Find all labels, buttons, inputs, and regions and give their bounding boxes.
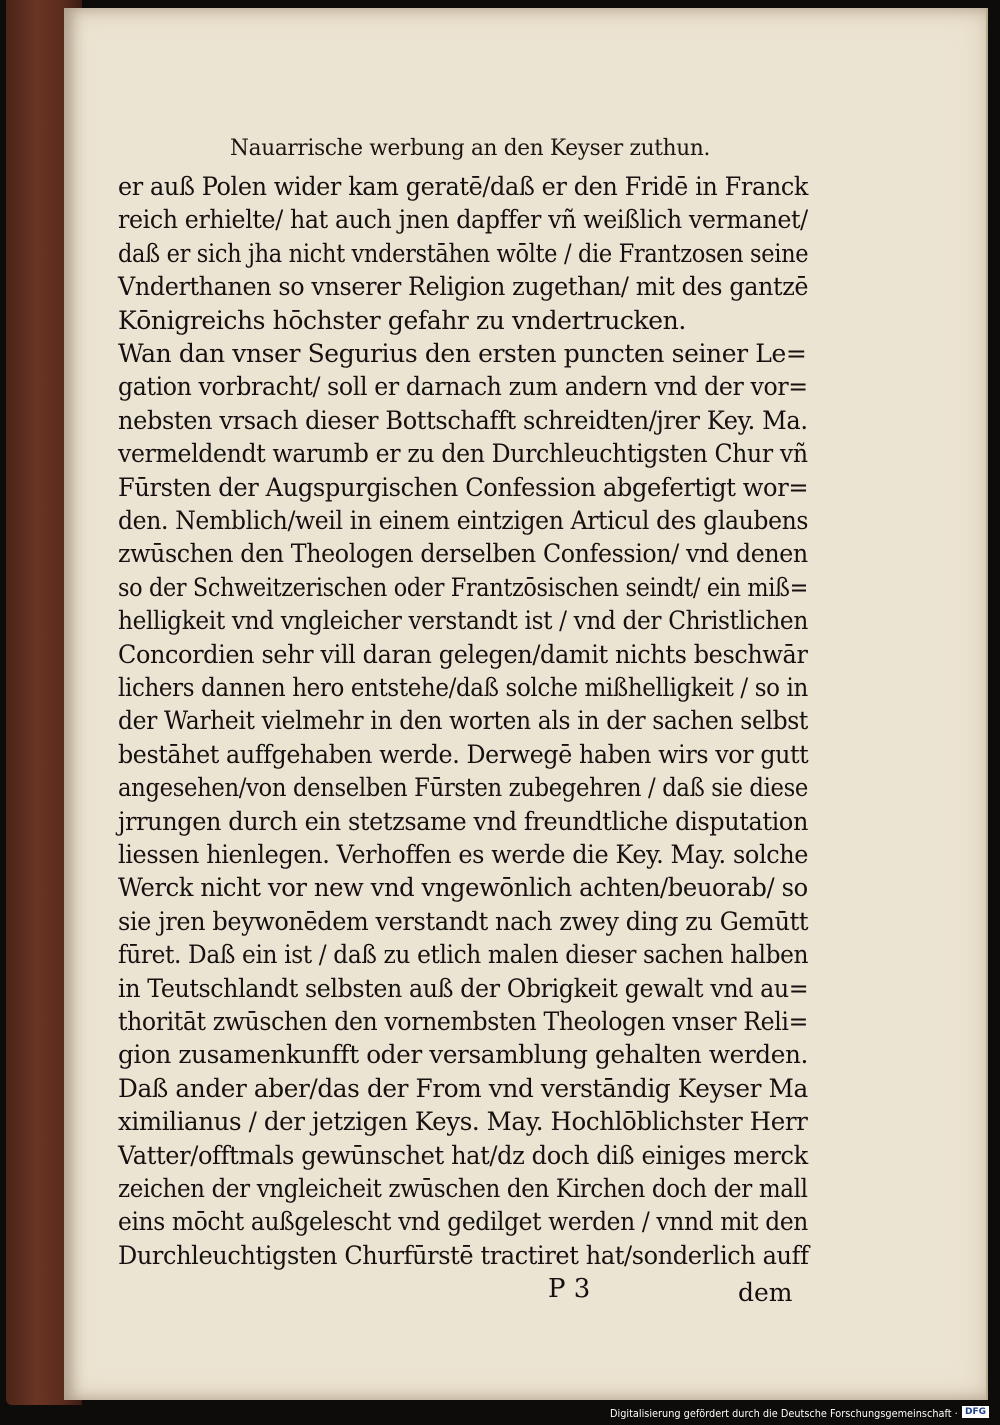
text-line: nebsten vrsach dieser Bottschafft schreidten/jrer Key. Ma. [118, 405, 808, 435]
signature-mark: P 3 [548, 1274, 591, 1304]
text-line: Concordien sehr vill daran gelegen/damit nichts beschwār [118, 639, 808, 669]
text-line: bestāhet auffgehaben werde. Derwegē haben wirs vor gutt [118, 739, 809, 769]
text-line: gation vorbracht/ soll er darnach zum andern vnd der vor= [118, 372, 808, 402]
text-line: Vnderthanen so vnserer Religion zugethan/ mit des gantzē [118, 272, 809, 302]
catchword: dem [738, 1278, 793, 1307]
text-line: fūret. Daß ein ist / daß zu etlich malen dieser sachen halben [118, 940, 809, 970]
text-line: lichers dannen hero entstehe/daß solche mißhelligkeit / so in [118, 673, 808, 702]
running-head: Nauarrische werbung an den Keyser zuthun. [230, 136, 711, 161]
text-line: angesehen/von denselben Fūrsten zubegehren / daß sie diese [118, 773, 808, 803]
text-line: Fūrsten der Augspurgischen Confession abgefertigt wor= [118, 472, 809, 502]
text-line: Werck nicht vor new vnd vngewōnlich achten/beuorab/ so [118, 873, 808, 903]
text-line: zwūschen den Theologen derselben Confession/ vnd denen [118, 539, 808, 569]
text-line: in Teutschlandt selbsten auß der Obrigkeit gewalt vnd au= [118, 973, 809, 1003]
text-line: sie jren beywonēdem verstandt nach zwey ding zu Gemūtt [118, 906, 809, 936]
text-line: Daß ander aber/das der From vnd verstāndig Keyser Ma [118, 1073, 808, 1103]
text-line: gion zusamenkunfft oder versamblung gehalten werden. [118, 1040, 808, 1070]
text-line: den. Nemblich/weil in einem eintzigen Articul des glaubens [118, 506, 809, 535]
text-line: Durchleuchtigsten Churfūrstē tractiret hat/sonderlich auff [118, 1240, 809, 1270]
text-line: jrrungen durch ein stetzsame vnd freundtliche disputation [118, 806, 809, 836]
text-line: vermeldendt warumb er zu den Durchleuchtigsten Chur vñ [118, 439, 808, 469]
text-line: liessen hienlegen. Verhoffen es werde die Key. May. solche [118, 840, 809, 869]
text-line: der Warheit vielmehr in den worten als in der sachen selbst [118, 706, 808, 736]
text-line: zeichen der vngleicheit zwūschen den Kirchen doch der mall [118, 1174, 808, 1203]
text-line: Wan dan vnser Segurius den ersten puncten seiner Le= [118, 339, 807, 368]
text-line: daß er sich jha nicht vnderstāhen wōlte / die Frantzosen seine [118, 238, 809, 268]
text-line: er auß Polen wider kam geratē/daß er den Fridē in Franck [118, 172, 808, 201]
text-line: reich erhielte/ hat auch jnen dapffer vñ weißlich vermanet/ [118, 205, 808, 235]
text-line: thoritāt zwūschen den vornembsten Theologen vnser Reli= [118, 1007, 808, 1036]
text-line: eins mōcht außgelescht vnd gedilget werden / vnnd mit den [118, 1207, 808, 1237]
text-line: helligkeit vnd vngleicher verstandt ist / vnd der Christlichen [118, 606, 808, 636]
dfg-logo: DFG [962, 1406, 989, 1418]
text-line: ximilianus / der jetzigen Keys. May. Hochlōblichster Herr [118, 1107, 808, 1137]
text-line: Kōnigreichs hōchster gefahr zu vndertrucken. [118, 305, 686, 335]
text-line: so der Schweitzerischen oder Frantzōsischen seindt/ ein miß= [118, 572, 808, 602]
text-line: Vatter/offtmals gewūnschet hat/dz doch diß einiges merck [118, 1140, 808, 1170]
digitization-credit: Digitalisierung gefördert durch die Deutsche Forschungsgemeinschaft · [610, 1407, 958, 1420]
